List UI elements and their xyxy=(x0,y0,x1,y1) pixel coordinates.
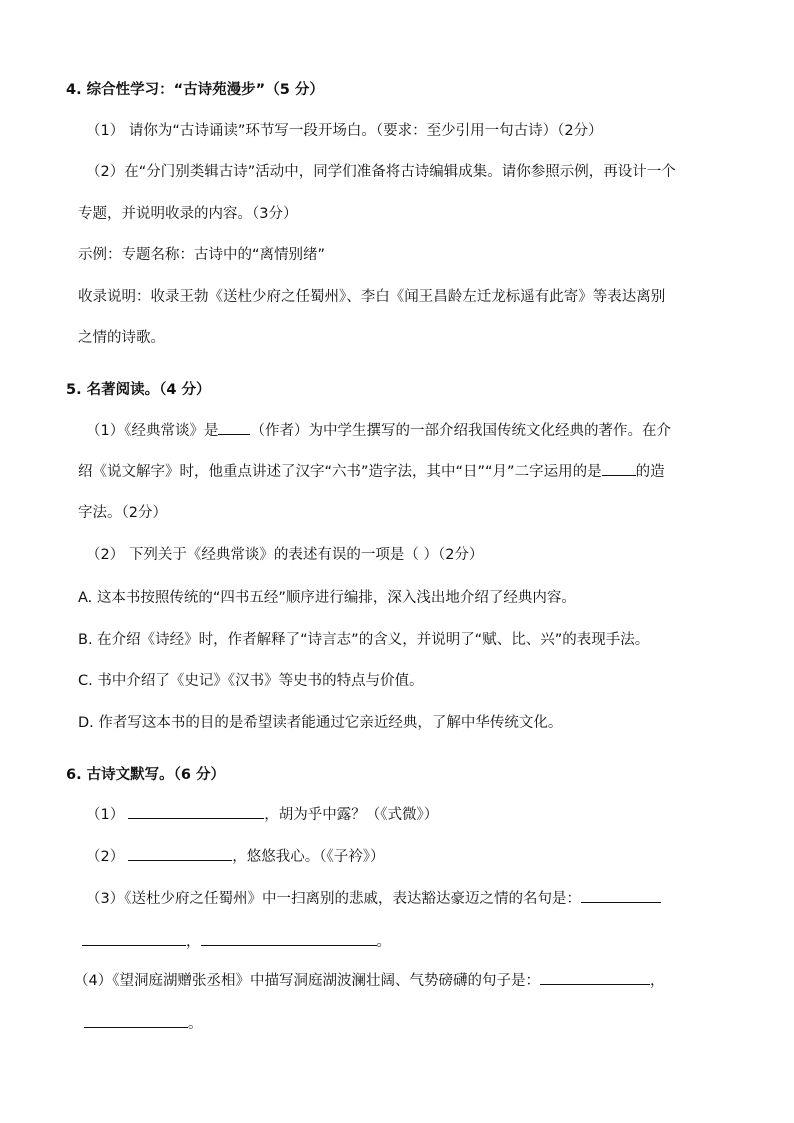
answer-blank[interactable] xyxy=(128,804,264,819)
answer-blank[interactable] xyxy=(602,461,636,476)
answer-blank[interactable] xyxy=(540,970,650,985)
q6-item2-num: （2） xyxy=(86,849,125,865)
q4-note-line2: 之情的诗歌。 xyxy=(78,330,165,346)
q5-part1-line2-post: 的造 xyxy=(635,464,665,480)
q6-item1 xyxy=(86,804,438,825)
answer-blank[interactable] xyxy=(128,846,232,861)
answer-blank[interactable] xyxy=(581,888,661,903)
q5-option-a: A. 这本书按照传统的“四书五经”顺序进行编排，深入浅出地介绍了经典内容。 xyxy=(78,590,576,606)
q6-item4-line2 xyxy=(84,1013,203,1034)
q6-item1-num: （1） xyxy=(86,807,125,823)
q6-item1-text: ，胡为乎中露？（《式微》） xyxy=(264,807,439,823)
q6-item3-end: 。 xyxy=(376,934,391,950)
q5-part2: （2） 下列关于《经典常谈》的表述有误的一项是（ ）（2分） xyxy=(86,547,484,563)
q6-item4-text: （4）《望洞庭湖赠张丞相》中描写洞庭湖波澜壮阔、气势磅礴的句子是： xyxy=(74,973,540,989)
q5-part1-line3: 字法。（2分） xyxy=(78,505,167,521)
q5-part1-post: （作者）为中学生撰写的一部介绍我国传统文化经典的著作。在介 xyxy=(250,423,671,439)
q5-heading: 5. 名著阅读。（4 分） xyxy=(66,382,211,398)
q5-part1-pre: （1）《经典常谈》是 xyxy=(86,423,219,439)
q4-part2-line2: 专题，并说明收录的内容。（3分） xyxy=(78,206,298,222)
q6-item4-line1 xyxy=(74,970,664,991)
q6-item4-end: 。 xyxy=(188,1016,203,1032)
q6-item4-comma: ， xyxy=(649,973,665,989)
answer-blank[interactable] xyxy=(82,931,186,946)
q6-item2-text: ，悠悠我心。（《子衿》） xyxy=(232,849,385,865)
q6-heading: 6. 古诗文默写。（6 分） xyxy=(66,767,226,783)
q5-part1-line2 xyxy=(78,461,665,482)
answer-blank[interactable] xyxy=(218,420,250,435)
q4-heading: 4. 综合性学习：“古诗苑漫步”（5 分） xyxy=(66,82,324,98)
q5-option-b: B. 在介绍《诗经》时，作者解释了“诗言志”的含义，并说明了“赋、比、兴”的表现手法。 xyxy=(78,632,650,648)
q6-item3-text: （3）《送杜少府之任蜀州》中一扫离别的悲戚，表达豁达豪迈之情的名句是： xyxy=(86,891,581,907)
q4-note-line1: 收录说明：收录王勃《送杜少府之任蜀州》、李白《闻王昌龄左迁龙标遥有此寄》等表达离别 xyxy=(78,289,666,305)
q5-part1-line2-pre: 绍《说文解字》时，他重点讲述了汉字“六书”造字法，其中“日”“月”二字运用的是 xyxy=(78,464,602,480)
q6-item3-comma: ， xyxy=(186,934,201,950)
q5-part1-line1 xyxy=(86,420,671,441)
answer-blank[interactable] xyxy=(84,1013,188,1028)
q6-item3-line2 xyxy=(82,931,391,952)
answer-blank[interactable] xyxy=(201,931,377,946)
q4-part1: （1） 请你为“古诗诵读”环节写一段开场白。（要求：至少引用一句古诗）（2分） xyxy=(86,123,603,139)
q6-item2 xyxy=(86,846,384,867)
q4-part2-line1: （2）在“分门别类辑古诗”活动中，同学们准备将古诗编辑成集。请你参照示例，再设计一个 xyxy=(86,164,676,180)
q5-option-d: D. 作者写这本书的目的是希望读者能通过它亲近经典，了解中华传统文化。 xyxy=(78,715,563,731)
q6-item3-line1 xyxy=(86,888,661,909)
q5-option-c: C. 书中介绍了《史记》《汉书》等史书的特点与价值。 xyxy=(78,673,424,689)
q4-example: 示例：专题名称：古诗中的“离情别绪” xyxy=(78,247,326,263)
